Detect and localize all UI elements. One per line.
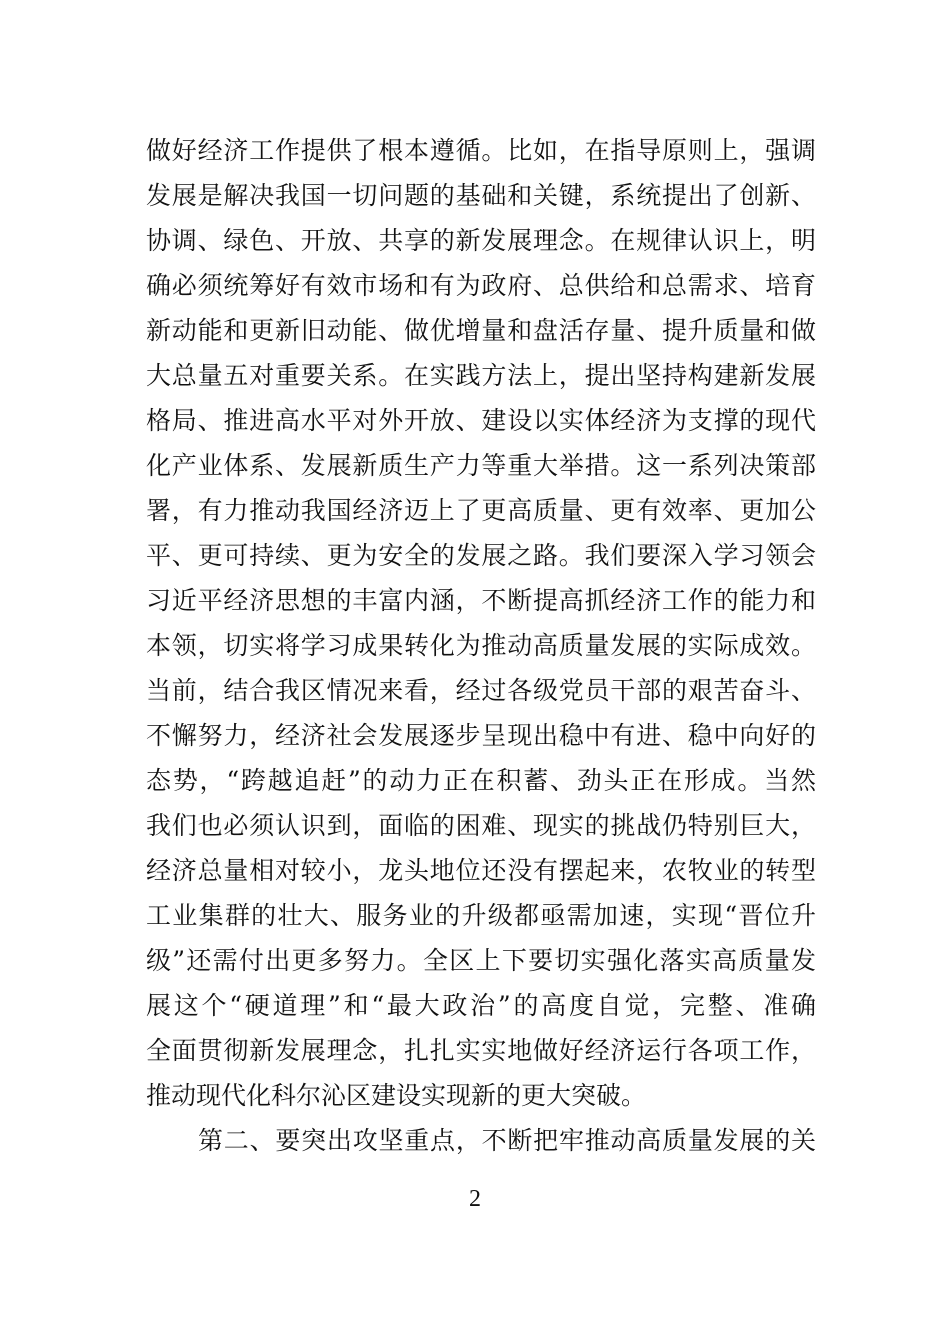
body-text <box>146 128 816 1163</box>
text-line: 署，有力推动我国经济迈上了更高质量、更有效率、更加公 <box>146 496 816 525</box>
text-line: 展这个“硬道理”和“最大政治”的高度自觉，完整、准确 <box>146 991 816 1020</box>
text-line: 不懈努力，经济社会发展逐步呈现出稳中有进、稳中向好的 <box>146 721 816 750</box>
text-line: 经济总量相对较小，龙头地位还没有摆起来，农牧业的转型 <box>146 856 816 885</box>
text-line: 平、更可持续、更为安全的发展之路。我们要深入学习领会 <box>146 541 816 570</box>
text-line: 格局、推进高水平对外开放、建设以实体经济为支撑的现代 <box>146 406 816 435</box>
text-line: 我们也必须认识到，面临的困难、现实的挑战仍特别巨大， <box>146 811 816 840</box>
paragraph-end-line: 推动现代化科尔沁区建设实现新的更大突破。 <box>146 1081 647 1110</box>
text-line: 工业集群的壮大、服务业的升级都亟需加速，实现“晋位升 <box>146 901 816 930</box>
text-line: 协调、绿色、开放、共享的新发展理念。在规律认识上，明 <box>146 226 816 255</box>
text-line: 态势，“跨越追赶”的动力正在积蓄、劲头正在形成。当然 <box>146 766 816 795</box>
text-line: 化产业体系、发展新质生产力等重大举措。这一系列决策部 <box>146 451 816 480</box>
section-heading-line: 第二、要突出攻坚重点，不断把牢推动高质量发展的关 <box>198 1126 816 1155</box>
text-line: 新动能和更新旧动能、做优增量和盘活存量、提升质量和做 <box>146 316 816 345</box>
text-line: 确必须统筹好有效市场和有为政府、总供给和总需求、培育 <box>146 271 816 300</box>
text-line: 当前，结合我区情况来看，经过各级党员干部的艰苦奋斗、 <box>146 676 816 705</box>
text-line: 习近平经济思想的丰富内涵，不断提高抓经济工作的能力和 <box>146 586 816 615</box>
text-line: 发展是解决我国一切问题的基础和关键，系统提出了创新、 <box>146 181 816 210</box>
text-line: 全面贯彻新发展理念，扎扎实实地做好经济运行各项工作， <box>146 1036 816 1065</box>
page-number: 2 <box>469 1186 481 1212</box>
text-line: 级”还需付出更多努力。全区上下要切实强化落实高质量发 <box>146 946 816 975</box>
text-line: 本领，切实将学习成果转化为推动高质量发展的实际成效。 <box>146 631 816 660</box>
text-line: 大总量五对重要关系。在实践方法上，提出坚持构建新发展 <box>146 361 816 390</box>
text-line: 做好经济工作提供了根本遵循。比如，在指导原则上，强调 <box>146 136 816 165</box>
